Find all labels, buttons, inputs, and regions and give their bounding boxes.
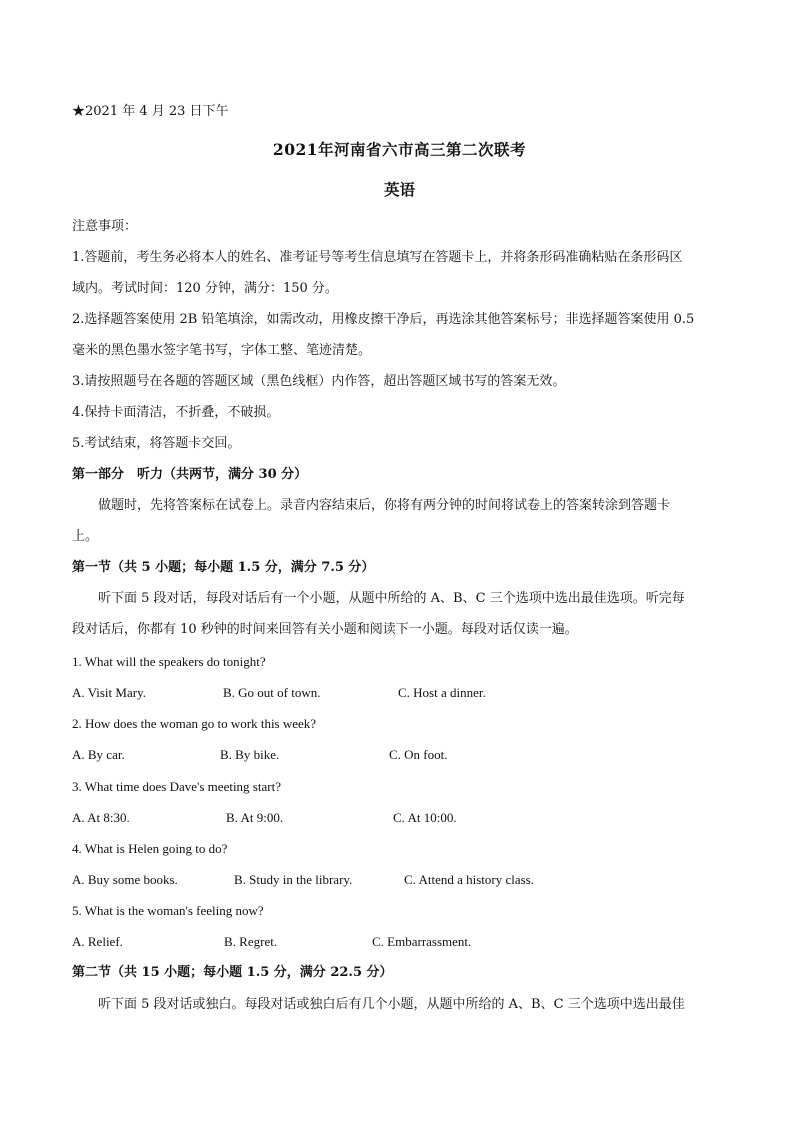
part1-instruction-cont: 上。 [72,529,99,544]
question-stem: 5. What is the woman's feeling now? [72,903,264,918]
subject-title: 英语 [383,180,415,199]
section1-instruction-cont: 段对话后，你都有 10 秒钟的时间来回答有关小题和阅读下一小题。每段对话仅读一遍。 [72,622,578,637]
option-a: A. By car. [72,747,125,762]
note-item: 5.考试结束，将答题卡交回。 [72,436,241,451]
option-a: A. At 8:30. [72,810,130,825]
section2-instruction: 听下面 5 段对话或独白。每段对话或独白后有几个小题，从题中所给的 A、B、C 三个选项中选出最佳 [98,997,685,1012]
note-item: 3.请按照题号在各题的答题区域（黑色线框）内作答，超出答题区域书写的答案无效。 [72,374,566,389]
option-c: C. On foot. [389,747,448,762]
part1-instruction: 做题时，先将答案标在试卷上。录音内容结束后，你将有两分钟的时间将试卷上的答案转涂到答题卡 [98,498,671,513]
section2-heading: 第二节（共 15 小题；每小题 1.5 分，满分 22.5 分） [72,965,393,980]
question-stem: 2. How does the woman go to work this week? [72,716,317,731]
option-c: C. Attend a history class. [404,872,534,887]
notes-heading: 注意事项： [72,219,138,234]
section1-instruction: 听下面 5 段对话，每段对话后有一个小题，从题中所给的 A、B、C 三个选项中选出最佳选项。听完每 [98,591,685,606]
note-item: 4.保持卡面清洁，不折叠，不破损。 [72,405,280,420]
option-c: C. Embarrassment. [372,934,472,949]
question-stem: 4. What is Helen going to do? [72,841,228,856]
exam-date: ★2021 年 4 月 23 日下午 [72,104,229,119]
option-b: B. Study in the library. [234,872,353,887]
exam-title: 2021年河南省六市高三第二次联考 [272,140,527,159]
option-b: B. Go out of town. [223,685,321,700]
question-stem: 3. What time does Dave's meeting start? [72,779,281,794]
section1-heading: 第一节（共 5 小题；每小题 1.5 分，满分 7.5 分） [72,560,375,575]
note-item: 毫米的黑色墨水签字笔书写，字体工整、笔迹清楚。 [72,343,372,358]
note-item: 域内。考试时间：120 分钟，满分：150 分。 [72,281,338,296]
option-a: A. Visit Mary. [72,685,146,700]
option-b: B. Regret. [224,934,278,949]
option-b: B. At 9:00. [226,810,284,825]
question-stem: 1. What will the speakers do tonight? [72,654,266,669]
part1-heading: 第一部分 听力（共两节，满分 30 分） [72,467,308,482]
note-item: 1.答题前，考生务必将本人的姓名、准考证号等考生信息填写在答题卡上，并将条形码准确粘贴在条形码区 [72,250,683,265]
option-c: C. At 10:00. [393,810,457,825]
option-a: A. Relief. [72,934,123,949]
note-item: 2.选择题答案使用 2B 铅笔填涂，如需改动，用橡皮擦干净后，再选涂其他答案标号；非选择题答案使用 0.5 [72,312,695,327]
option-b: B. By bike. [220,747,280,762]
option-c: C. Host a dinner. [398,685,486,700]
option-a: A. Buy some books. [72,872,178,887]
